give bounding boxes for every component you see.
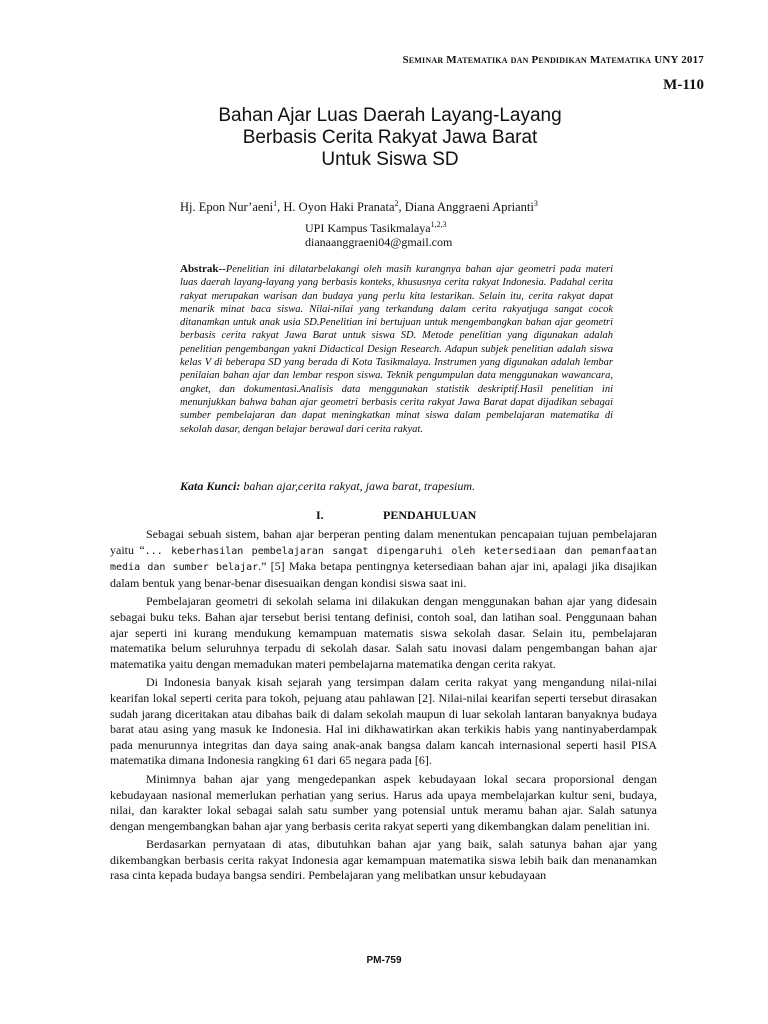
section-number: I. — [316, 508, 324, 522]
paragraph: Di Indonesia banyak kisah sejarah yang tersimpan dalam cerita rakyat yang mengandung nilai-nilai kearifan lokal seperti cerita para tokoh, pejuang atau pahlawan [2]. Nilai-nilai kearifan seperti tersebut dirasakan sudah jarang diceritakan atau dibahas baik di dalam sekolah maupun di luar sekolah lantaran banyaknya budaya barat atau asing yang masuk ke Indonesia. Hal ini dikhawatirkan akan terkikis habis yang nantinyaberdampak pada menurunnya integritas dan daya saing anak-anak bangsa dalam kancah internasional seperti hasil PISA matematika dimana Indonesia rangking 61 dari 65 negara pada [6]. — [110, 675, 657, 768]
abstract-text: Penelitian ini dilatarbelakangi oleh masih kurangnya bahan ajar geometri pada materi luas daerah layang-layang yang berbasis konteks, khususnya cerita rakyat Indonesia. Padahal cerita rakyat merupakan warisan dan budaya yang perlu kita lestarikan. Selain itu, cerita rakyat dapat menarik minat baca siswa. Nilai-nilai yang terkandung dalam cerita rakyatjuga sangat cocok ditanamkan untuk anak usia SD.Penelitian ini bertujuan untuk mengembangkan bahan ajar geometri berbasis cerita rakyat Jawa Barat untuk siswa SD. Metode penelitian yang digunakan adalah penelitian pengembangan yakni Didactical Design Research. Adapun subjek penelitian adalah siswa kelas V di beberapa SD yang berada di Kota Tasikmalaya. Instrumen yang digunakan adalah lembar penilaian bahan ajar dan lembar respon siswa. Teknik pengumpulan data menggunakan wawancara, angket, dan dokumentasi.Analisis data menggunakan statistik deskriptif.Hasil penelitian ini menunjukkan bahwa bahan ajar geometri berbasis cerita rakyat Jawa Barat dapat dijadikan sebagai sumber pembelajaran dan dapat meningkatkan minat siswa dalam pembelajaran matematika di sekolah dasar, dengan belajar berawal dari cerita rakyat. — [180, 264, 613, 435]
keywords-label: Kata Kunci: — [180, 479, 241, 493]
page-number: PM-759 — [366, 955, 402, 966]
institution-line — [305, 218, 452, 235]
body-text — [110, 527, 657, 884]
paragraph: Minimnya bahan ajar yang mengedepankan aspek kebudayaan lokal secara proporsional dengan kebudayaan nasional memerlukan perhatian yang serius. Harus ada upaya membelajarkan kultur seni, budaya, nilai, dan karakter lokal sebagai salah satu sumber yang potensial untuk meramu bahan ajar. Salah satunya dengan mengembangkan bahan ajar yang berbasis cerita rakyat seperti yang dikembangkan dalam penelitian ini. — [110, 771, 657, 833]
institution-superscript: 1,2,3 — [430, 220, 447, 229]
author-name: Hj. Epon Nur’aeni — [180, 200, 274, 215]
affiliation — [305, 218, 452, 249]
section-title: PENDAHULUAN — [383, 508, 477, 522]
paragraph-text: Sebagai sebuah sistem, bahan ajar berperan penting dalam menentukan pencapaian tujuan pembelajaran yaitu “ — [110, 527, 657, 557]
paper-title — [120, 105, 660, 171]
institution-name: UPI Kampus Tasikmalaya — [305, 221, 431, 235]
paragraph — [110, 527, 657, 591]
paragraph-text: .” [5] Maka betapa pentingnya ketersediaan bahan ajar ini, apalagi jika disajikan dalam bentuk yang benar-benar disesuaikan dengan kondisi siswa saat ini. — [110, 559, 657, 590]
title-line: Berbasis Cerita Rakyat Jawa Barat — [242, 127, 538, 148]
abstract-label: Abstrak-- — [180, 263, 226, 275]
paragraph: Pembelajaran geometri di sekolah selama ini dilakukan dengan menggunakan bahan ajar yang didesain sebagai buku teks. Bahan ajar tersebut berisi tentang definisi, contoh soal, dan latihan soal. Penggunaan bahan ajar seperti ini kurang mendukung kemampuan matematis siswa sekolah dasar. Selain itu, pembelajaran matematika belum seluruhnya terpadu di sekolah dasar. Salah satu inovasi dalam pengembangan bahan ajar matematika yaitu dengan memadukan materi pembelajarna matematika dengan cerita rakyat. — [110, 594, 657, 671]
quoted-text: ... keberhasilan pembelajaran sangat dipengaruhi oleh ketersediaan dan pemanfaatan media dan sumber belajar — [110, 545, 657, 574]
author-list — [180, 199, 538, 215]
author-email: dianaanggraeni04@gmail.com — [305, 235, 453, 249]
title-line: Bahan Ajar Luas Daerah Layang-Layang — [218, 105, 562, 126]
author-name: , H. Oyon Haki Pranata — [277, 200, 395, 215]
author-superscript: 2 — [394, 199, 399, 208]
abstract-block — [180, 263, 613, 436]
title-line: Untuk Siswa SD — [321, 149, 459, 170]
author-name: , Diana Anggraeni Aprianti — [398, 200, 534, 215]
paper-code: M-110 — [663, 77, 704, 93]
author-superscript: 3 — [533, 199, 538, 208]
running-header: Seminar Matematika dan Pendidikan Matematika UNY 2017 — [402, 54, 704, 66]
paragraph: Berdasarkan pernyataan di atas, dibutuhkan bahan ajar yang baik, salah satunya bahan ajar yang dikembangkan berbasis cerita rakyat Indonesia agar kemampuan matematika siswa lebih baik dan menanamkan rasa cinta kepada budaya bangsa sendiri. Pembelajaran yang melibatkan unsur kebudayaan — [110, 837, 657, 883]
author-superscript: 1 — [273, 199, 278, 208]
keywords-text: bahan ajar,cerita rakyat, jawa barat, trapesium. — [240, 479, 476, 493]
keywords-block — [180, 479, 475, 494]
